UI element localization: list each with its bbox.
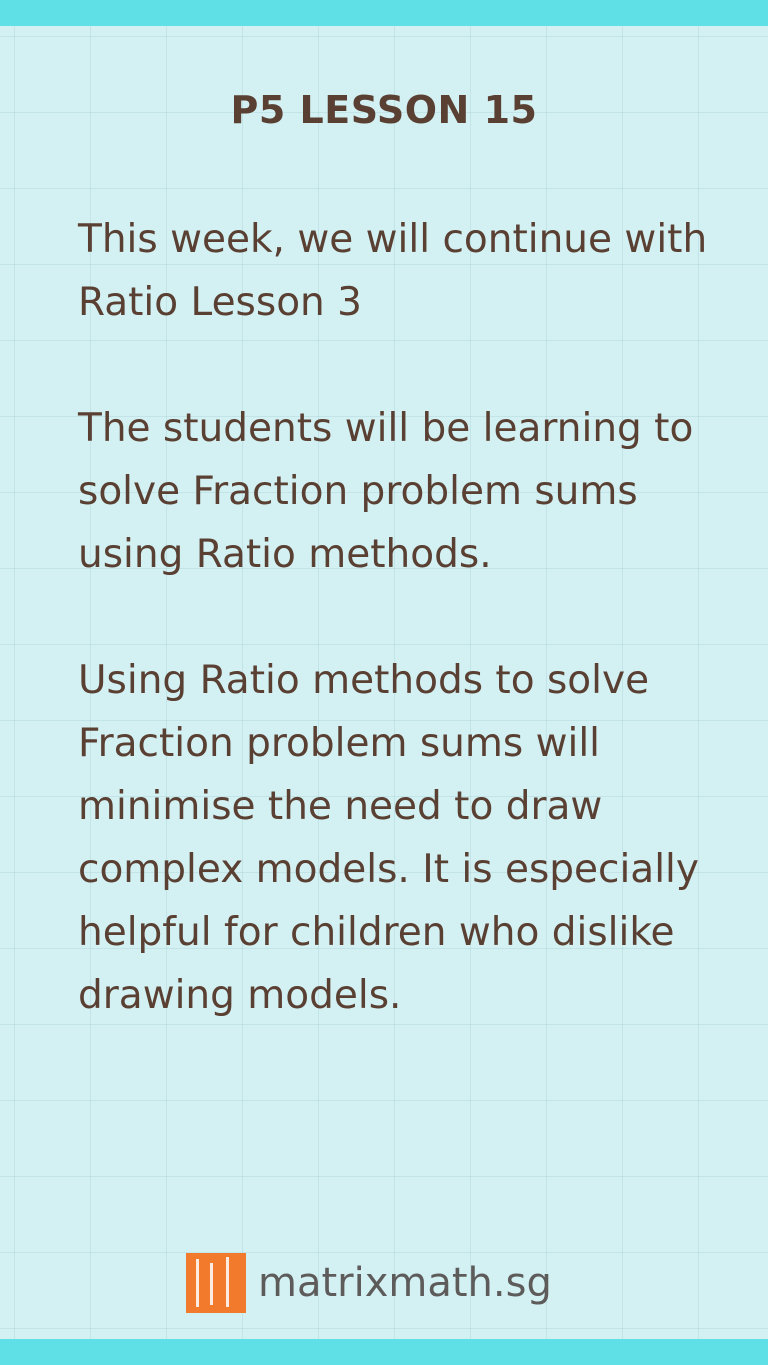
page-title: P5 LESSON 15 [230,88,538,132]
brand-footer [186,1252,552,1314]
brand-name: matrixmath.sg [258,1260,552,1306]
paragraph-intro: This week, we will continue with Ratio Lesson 3 [78,217,708,325]
lesson-description [78,208,728,1027]
matrixmath-logo-icon [186,1253,246,1313]
paragraph-benefit: Using Ratio methods to solve Fraction problem sums will minimise the need to draw complex models. It is especially helpful for children who dislike drawing models. [78,658,699,1018]
paragraph-learning: The students will be learning to solve Fraction problem sums using Ratio methods. [78,406,694,577]
lesson-card [0,26,768,1339]
